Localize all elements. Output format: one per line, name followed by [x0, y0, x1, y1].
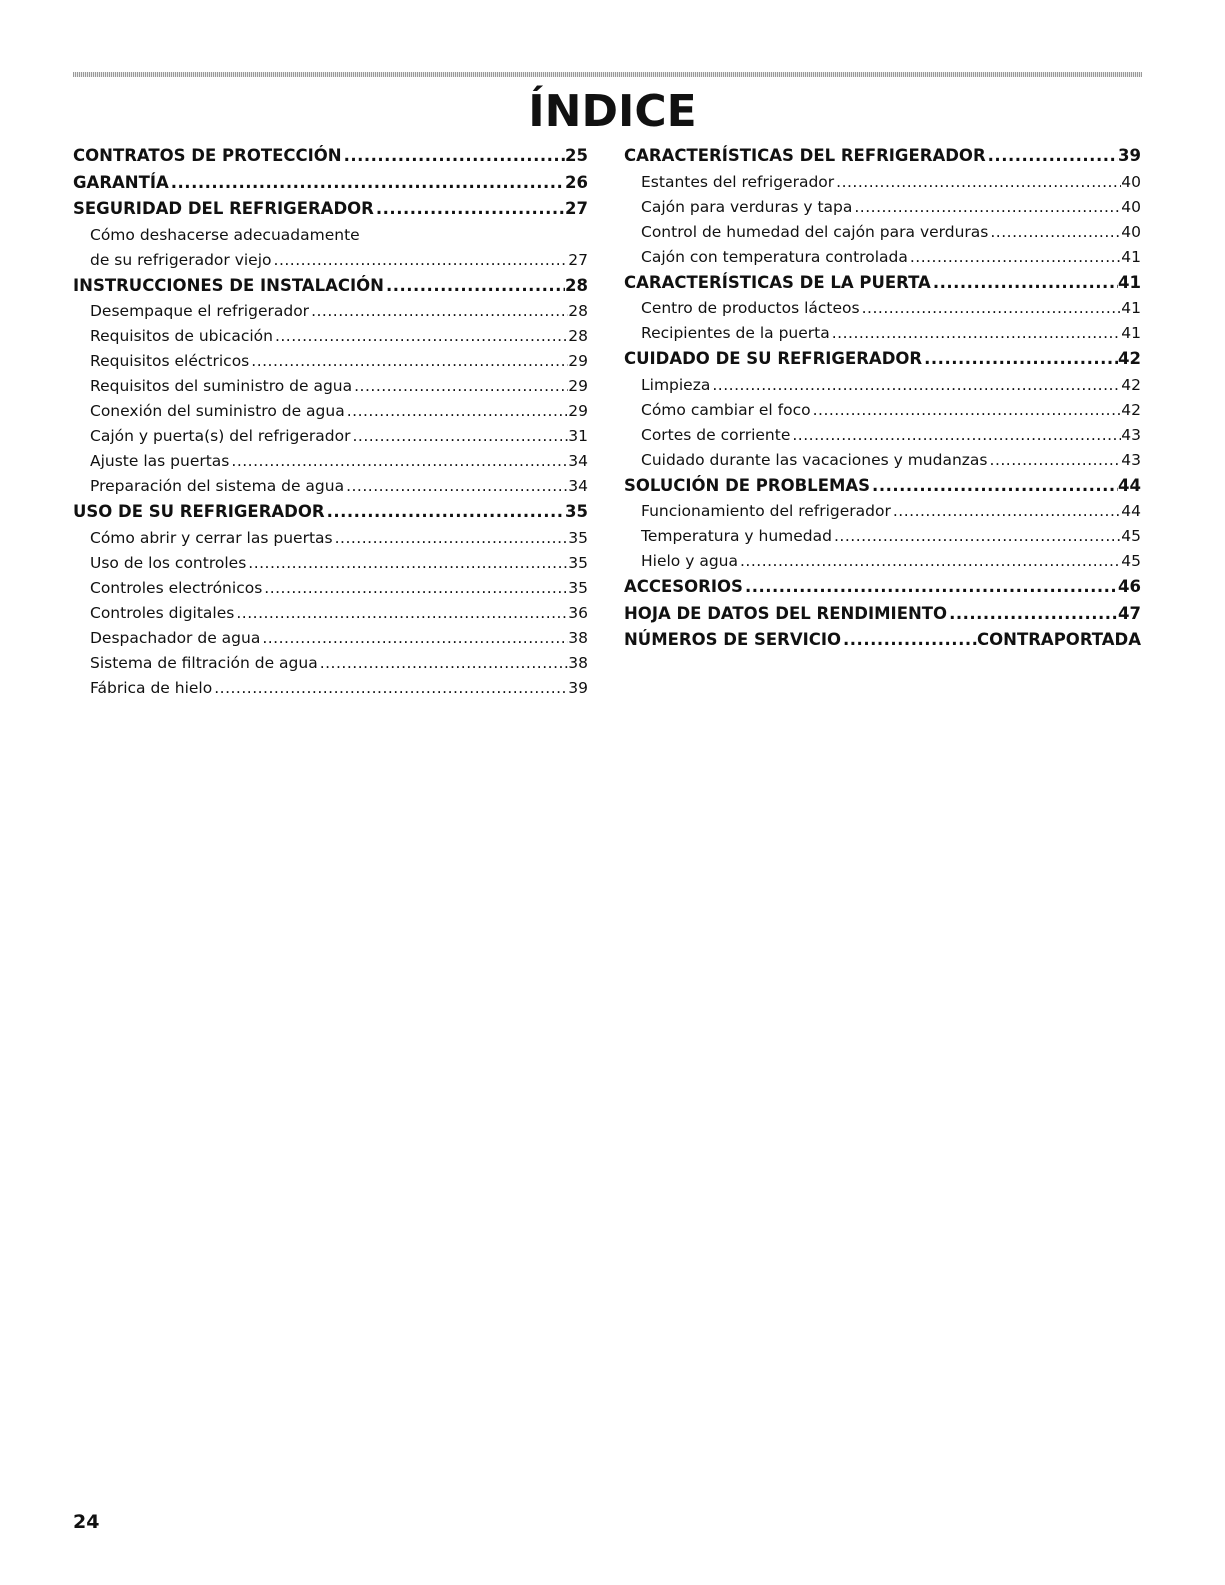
toc-page-number: 29	[568, 402, 588, 420]
toc-label: Requisitos de ubicación	[90, 327, 273, 345]
toc-subentry[interactable]	[73, 651, 588, 676]
toc-label: CARACTERÍSTICAS DE LA PUERTA	[624, 272, 931, 292]
toc-subentry[interactable]	[624, 220, 1141, 245]
toc-label: Cuidado durante las vacaciones y mudanzas	[641, 450, 988, 469]
toc-label: NÚMEROS DE SERVICIO	[624, 630, 842, 649]
toc-label: Hielo y agua	[641, 552, 738, 570]
toc-page-number: 25	[565, 146, 588, 165]
toc-entry-seguridad[interactable]	[73, 196, 588, 223]
toc-page-number: 35	[568, 578, 588, 597]
toc-label: Preparación del sistema de agua	[90, 477, 345, 495]
toc-subentry-line	[73, 223, 588, 248]
dot-leader	[790, 423, 1121, 448]
page-number: 24	[73, 1511, 100, 1533]
toc-subentry[interactable]	[624, 170, 1141, 195]
toc-label: de su refrigerador viejo	[90, 250, 272, 269]
dot-leader	[246, 551, 568, 576]
toc-label: USO DE SU REFRIGERADOR	[73, 502, 325, 521]
toc-page-number: 27	[568, 250, 588, 269]
toc-label: Cajón y puerta(s) del refrigerador	[90, 427, 351, 445]
toc-page-number: 41	[1121, 247, 1141, 266]
toc-label: INSTRUCCIONES DE INSTALACIÓN	[73, 275, 384, 295]
toc-page-number: CONTRAPORTADA	[977, 630, 1141, 649]
toc-page-number: 44	[1118, 475, 1141, 495]
toc-left-column	[73, 143, 588, 701]
toc-label: Requisitos del suministro de agua	[90, 377, 353, 395]
dot-leader	[908, 245, 1121, 270]
toc-label: GARANTÍA	[73, 172, 169, 192]
dot-leader	[738, 549, 1121, 574]
toc-page-number: 43	[1121, 425, 1141, 444]
toc-page-number: 47	[1118, 603, 1141, 623]
toc-page-number: 26	[565, 172, 588, 192]
toc-subentry[interactable]	[624, 499, 1141, 524]
toc-entry-caracteristicas-puerta[interactable]	[624, 270, 1141, 297]
toc-subentry[interactable]	[73, 601, 588, 626]
toc-label: Ajuste las puertas	[90, 452, 230, 470]
toc-subentry[interactable]	[624, 524, 1141, 549]
toc-label: CARACTERÍSTICAS DEL REFRIGERADOR	[624, 146, 986, 165]
toc-subentry[interactable]	[624, 245, 1141, 270]
toc-page-number: 45	[1121, 552, 1141, 570]
toc-subentry[interactable]	[624, 448, 1141, 473]
toc-label: Recipientes de la puerta	[641, 324, 830, 342]
toc-entry-garantia[interactable]	[73, 170, 588, 197]
toc-subentry[interactable]	[73, 474, 588, 499]
toc-page-number: 42	[1118, 349, 1141, 368]
toc-subentry[interactable]	[73, 399, 588, 424]
dot-leader	[988, 448, 1122, 473]
toc-subentry[interactable]	[624, 423, 1141, 448]
dot-leader	[988, 220, 1121, 245]
dot-leader	[318, 651, 569, 676]
toc-subentry-desecho[interactable]	[73, 248, 588, 273]
dot-leader	[374, 196, 565, 223]
toc-entry-caracteristicas-refrigerador[interactable]	[624, 143, 1141, 170]
dot-leader	[325, 499, 565, 526]
dot-leader	[832, 524, 1121, 549]
dot-leader	[229, 449, 568, 474]
toc-page-number: 36	[568, 603, 588, 622]
dot-leader	[891, 499, 1121, 524]
toc-subentry[interactable]	[624, 321, 1141, 346]
toc-label: Cómo deshacerse adecuadamente	[90, 225, 360, 244]
toc-label: Cómo abrir y cerrar las puertas	[90, 528, 333, 547]
toc-page-number: 40	[1121, 172, 1141, 191]
toc-entry-numeros-servicio[interactable]	[624, 627, 1141, 654]
dot-leader	[344, 474, 568, 499]
dot-leader	[834, 170, 1121, 195]
toc-label: CONTRATOS DE PROTECCIÓN	[73, 146, 342, 165]
toc-subentry[interactable]	[624, 398, 1141, 423]
toc-page-number: 42	[1121, 400, 1141, 419]
toc-entry-instalacion[interactable]	[73, 273, 588, 300]
toc-label: Estantes del refrigerador	[641, 172, 835, 191]
toc-label: ACCESORIOS	[624, 577, 743, 596]
toc-page-number: 28	[568, 302, 588, 320]
toc-subentry[interactable]	[73, 449, 588, 474]
toc-right-column	[624, 143, 1141, 654]
toc-page-number: 39	[1118, 146, 1141, 165]
dot-leader	[710, 373, 1121, 398]
toc-page-number: 40	[1121, 197, 1141, 216]
toc-label: Control de humedad del cajón para verduras	[641, 222, 989, 241]
dot-leader	[234, 601, 568, 626]
toc-subentry[interactable]	[624, 549, 1141, 574]
toc-page-number: 41	[1121, 324, 1141, 342]
toc-page-number: 35	[568, 553, 588, 572]
toc-subentry[interactable]	[624, 296, 1141, 321]
toc-label: Uso de los controles	[90, 553, 247, 572]
toc-page-number: 46	[1118, 577, 1141, 596]
toc-label: SEGURIDAD DEL REFRIGERADOR	[73, 199, 374, 218]
toc-label: Cajón para verduras y tapa	[641, 197, 853, 216]
toc-page-number: 40	[1121, 222, 1141, 241]
toc-entry-accesorios[interactable]	[624, 574, 1141, 601]
toc-subentry[interactable]	[73, 526, 588, 551]
toc-page-number: 29	[568, 377, 588, 395]
dot-leader	[350, 424, 568, 449]
toc-page-number: 41	[1118, 272, 1141, 292]
toc-entry-solucion[interactable]	[624, 473, 1141, 500]
dot-leader	[931, 270, 1118, 297]
toc-page-number: 34	[568, 452, 588, 470]
toc-label: Funcionamiento del refrigerador	[641, 502, 891, 520]
dot-leader	[169, 170, 565, 197]
toc-subentry[interactable]	[73, 299, 588, 324]
toc-label: Cortes de corriente	[641, 425, 791, 444]
dot-leader	[260, 626, 568, 651]
toc-page-number: 28	[568, 327, 588, 345]
toc-page-number: 38	[568, 653, 588, 672]
toc-subentry[interactable]	[73, 324, 588, 349]
toc-subentry[interactable]	[73, 676, 588, 701]
dot-leader	[922, 346, 1118, 373]
dot-leader	[841, 627, 977, 654]
toc-subentry[interactable]	[73, 349, 588, 374]
toc-page-number: 45	[1121, 527, 1141, 545]
toc-page-number: 35	[568, 528, 588, 547]
toc-label: Temperatura y humedad	[641, 527, 832, 545]
dot-leader	[384, 273, 565, 300]
top-divider	[73, 72, 1142, 77]
dot-leader	[309, 299, 568, 324]
dot-leader	[947, 601, 1118, 628]
dot-leader	[249, 349, 568, 374]
toc-label: Fábrica de hielo	[90, 678, 213, 697]
toc-label: CUIDADO DE SU REFRIGERADOR	[624, 349, 923, 368]
dot-leader	[212, 676, 568, 701]
toc-entry-uso[interactable]	[73, 499, 588, 526]
toc-label: HOJA DE DATOS DEL RENDIMIENTO	[624, 603, 948, 623]
page-title: ÍNDICE	[528, 86, 697, 137]
toc-subentry[interactable]	[73, 551, 588, 576]
toc-page-number: 34	[568, 477, 588, 495]
toc-label: Conexión del suministro de agua	[90, 402, 345, 420]
dot-leader	[811, 398, 1122, 423]
toc-subentry[interactable]	[624, 195, 1141, 220]
toc-page-number: 42	[1121, 375, 1141, 394]
dot-leader	[345, 399, 569, 424]
toc-page-number: 27	[565, 199, 588, 218]
toc-label: Cajón con temperatura controlada	[641, 247, 908, 266]
dot-leader	[272, 248, 569, 273]
toc-page-number: 38	[568, 628, 588, 647]
toc-page-number: 35	[565, 502, 588, 521]
toc-label: Requisitos eléctricos	[90, 352, 250, 370]
toc-label: Centro de productos lácteos	[641, 299, 860, 317]
toc-entry-cuidado[interactable]	[624, 346, 1141, 373]
dot-leader	[273, 324, 568, 349]
toc-page-number: 31	[568, 427, 588, 445]
toc-label: Sistema de filtración de agua	[90, 653, 318, 672]
dot-leader	[986, 143, 1118, 170]
toc-subentry[interactable]	[624, 373, 1141, 398]
toc-page-number: 28	[565, 275, 588, 295]
toc-label: Despachador de agua	[90, 628, 261, 647]
dot-leader	[352, 374, 568, 399]
toc-page-number: 41	[1121, 299, 1141, 317]
toc-page-number: 43	[1121, 450, 1141, 469]
toc-subentry[interactable]	[73, 626, 588, 651]
dot-leader	[262, 576, 568, 601]
dot-leader	[860, 296, 1122, 321]
toc-page-number: 44	[1121, 502, 1141, 520]
toc-subentry[interactable]	[73, 374, 588, 399]
dot-leader	[342, 143, 565, 170]
toc-entry-hoja-datos[interactable]	[624, 601, 1141, 628]
toc-entry-contratos[interactable]	[73, 143, 588, 170]
dot-leader	[870, 473, 1118, 500]
toc-label: Cómo cambiar el foco	[641, 400, 811, 419]
toc-label: Desempaque el refrigerador	[90, 302, 310, 320]
toc-page-number: 39	[568, 678, 588, 697]
dot-leader	[852, 195, 1121, 220]
toc-label: Controles digitales	[90, 603, 235, 622]
toc-label: SOLUCIÓN DE PROBLEMAS	[624, 475, 871, 495]
dot-leader	[830, 321, 1122, 346]
dot-leader	[743, 574, 1118, 601]
toc-label: Limpieza	[641, 375, 711, 394]
toc-subentry[interactable]	[73, 576, 588, 601]
toc-subentry[interactable]	[73, 424, 588, 449]
dot-leader	[333, 526, 569, 551]
toc-label: Controles electrónicos	[90, 578, 263, 597]
toc-page-number: 29	[568, 352, 588, 370]
